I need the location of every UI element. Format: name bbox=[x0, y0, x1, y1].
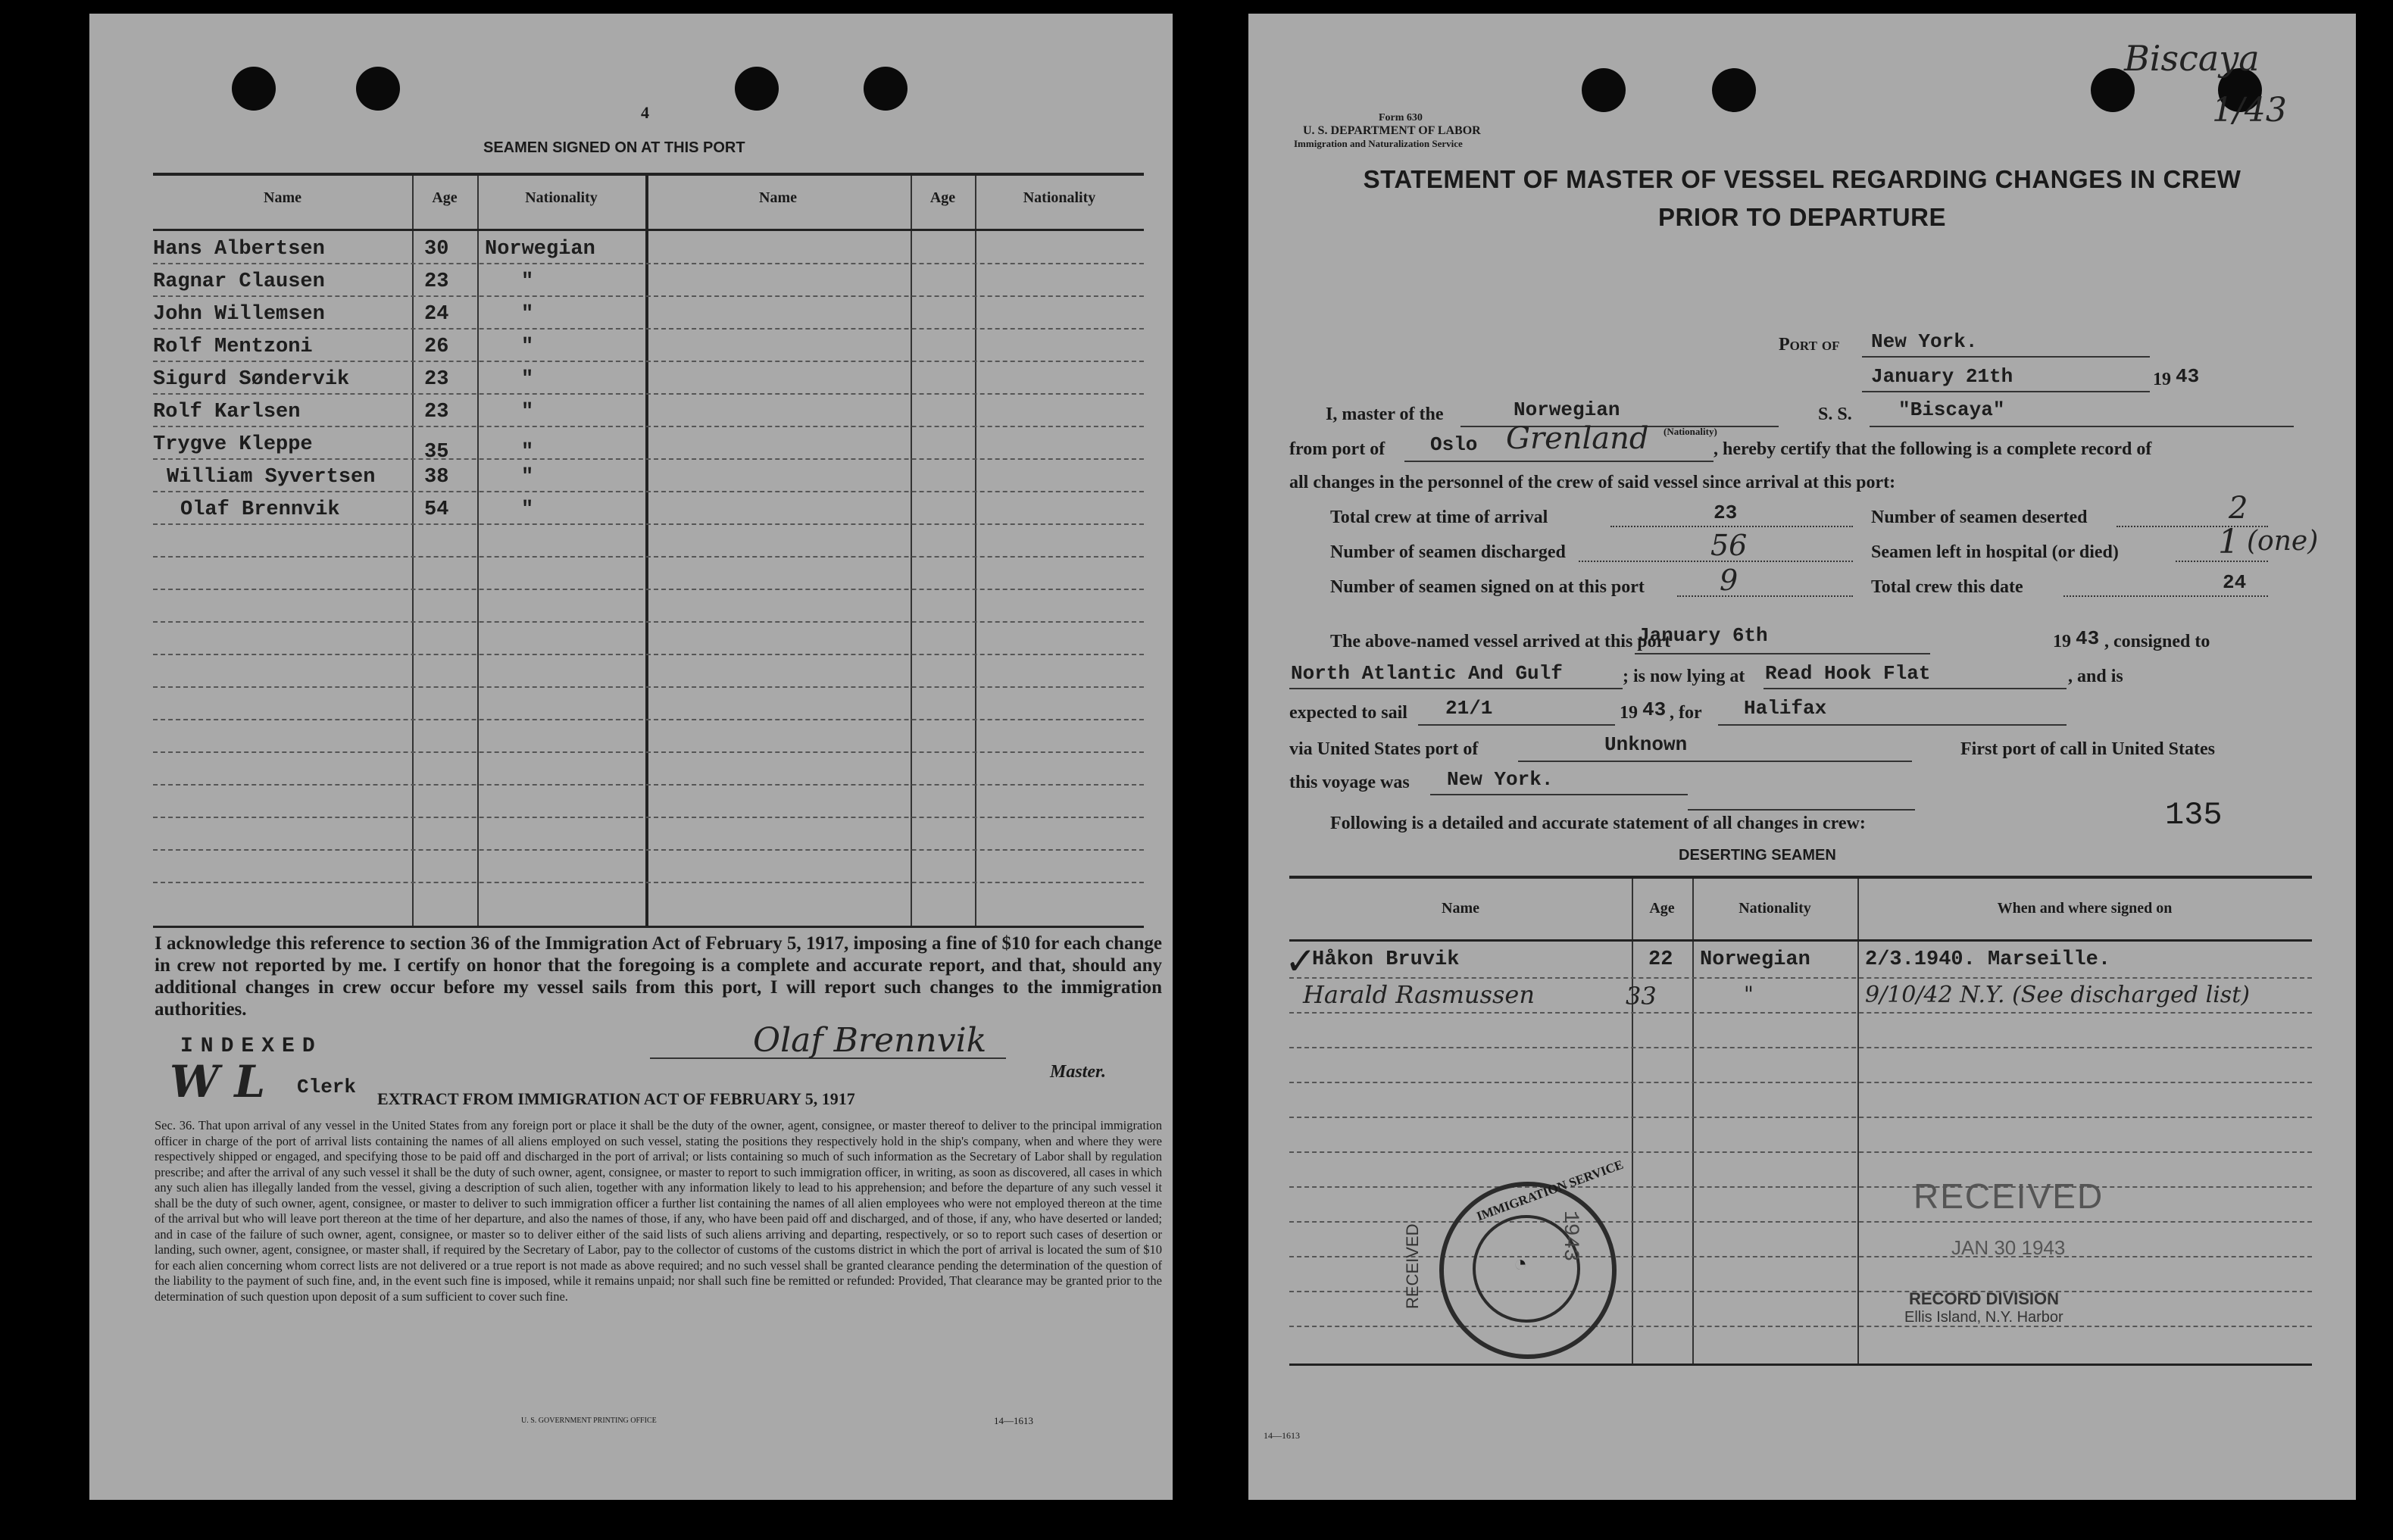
arrived-value: January 6th bbox=[1638, 624, 1768, 647]
total-arrival-value: 23 bbox=[1714, 501, 1738, 524]
year-prefix-arrived: 19 bbox=[2053, 632, 2071, 651]
section-title: SEAMEN SIGNED ON AT THIS PORT bbox=[483, 139, 745, 156]
master-signature: Olaf Brennvik bbox=[753, 1021, 987, 1060]
year-prefix-expected: 19 bbox=[1620, 703, 1638, 723]
total-arrival-label: Total crew at time of arrival bbox=[1330, 508, 1548, 527]
table-row: Ragnar Clausen bbox=[153, 270, 325, 293]
table-cell-when: 9/10/42 N.Y. (See discharged list) bbox=[1865, 982, 2250, 1008]
first-port-label: First port of call in United States bbox=[1960, 739, 2215, 759]
indexed-stamp: INDEXED bbox=[180, 1035, 323, 1058]
seamen-signed-table bbox=[153, 173, 1144, 928]
table-cell-age: 38 bbox=[424, 466, 449, 489]
bottom-form-code: 14—1613 bbox=[1264, 1430, 1300, 1441]
table-row: Rolf Karlsen bbox=[153, 401, 301, 423]
table-cell-when: 2/3.1940. Marseille. bbox=[1865, 948, 2111, 971]
from-port-handwritten: Grenland bbox=[1506, 421, 1649, 456]
master-of-label: I, master of the bbox=[1326, 405, 1444, 424]
lying-label: ; is now lying at bbox=[1623, 667, 1745, 686]
column-header-when-where: When and where signed on bbox=[1997, 900, 2173, 917]
ss-label: S. S. bbox=[1818, 405, 1852, 424]
via-label: via United States port of bbox=[1289, 739, 1479, 759]
ellis-island: Ellis Island, N.Y. Harbor bbox=[1904, 1309, 2063, 1326]
table-cell-age: 23 bbox=[424, 368, 449, 391]
corner-date: 1/43 bbox=[2212, 91, 2287, 130]
table-cell-nationality: " bbox=[1744, 982, 1754, 1007]
nationality-value: Norwegian bbox=[1514, 398, 1620, 421]
table-row: John Willemsen bbox=[153, 303, 325, 326]
punch-hole bbox=[1712, 68, 1756, 112]
signed-value: 9 bbox=[1720, 564, 1739, 597]
page-number: 4 bbox=[641, 103, 649, 122]
this-voyage-label: this voyage was bbox=[1289, 773, 1410, 792]
consignee-value: North Atlantic And Gulf bbox=[1291, 662, 1563, 685]
table-row: William Syvertsen bbox=[167, 466, 376, 489]
discharged-value: 56 bbox=[1710, 529, 1748, 562]
year-prefix: 19 bbox=[2153, 370, 2171, 389]
corner-note: Biscaya bbox=[2124, 38, 2260, 79]
port-value: New York. bbox=[1871, 330, 1978, 353]
following-text: Following is a detailed and accurate statement of all changes in crew: bbox=[1330, 814, 1866, 833]
column-header-age: Age bbox=[929, 189, 956, 206]
table-cell-age: 26 bbox=[424, 336, 449, 358]
consigned-label: , consigned to bbox=[2104, 632, 2210, 651]
all-changes-text: all changes in the personnel of the crew of said vessel since arrival at this port: bbox=[1289, 473, 1896, 492]
hospital-note: (one) bbox=[2247, 526, 2319, 557]
punch-hole bbox=[735, 67, 779, 111]
extract-title: EXTRACT FROM IMMIGRATION ACT OF FEBRUARY 5, 1917 bbox=[377, 1089, 855, 1108]
service: Immigration and Naturalization Service bbox=[1294, 138, 1463, 149]
side-received-stamp: RECEIVED bbox=[1403, 1223, 1422, 1309]
table-cell-age: 23 bbox=[424, 270, 449, 293]
date-value: January 21th bbox=[1871, 365, 2013, 388]
clerk-label: Clerk bbox=[297, 1076, 357, 1098]
for-value: Halifax bbox=[1744, 697, 1827, 720]
form-number: Form 630 bbox=[1379, 112, 1423, 123]
column-header-name: Name bbox=[264, 189, 301, 206]
table-row: Harald Rasmussen bbox=[1303, 980, 1535, 1009]
round-stamp-text: IMMIGRATION SERVICE bbox=[1474, 1157, 1626, 1224]
for-label: , for bbox=[1670, 703, 1702, 723]
column-header-name: Name bbox=[1442, 900, 1479, 917]
received-stamp: RECEIVED bbox=[1913, 1176, 2104, 1216]
punch-hole bbox=[864, 67, 908, 111]
column-header-name: Name bbox=[759, 189, 797, 206]
table-row: Olaf Brennvik bbox=[180, 498, 340, 521]
year-value: 43 bbox=[2176, 365, 2200, 388]
round-stamp bbox=[1439, 1157, 1626, 1359]
table-cell-nationality: " bbox=[521, 498, 534, 521]
received-date: JAN 30 1943 bbox=[1951, 1236, 2066, 1259]
hospital-label: Seamen left in hospital (or died) bbox=[1871, 542, 2119, 562]
page-count: 135 bbox=[2165, 797, 2223, 833]
column-header-nationality: Nationality bbox=[1739, 900, 1811, 917]
punch-hole bbox=[356, 67, 400, 111]
table-cell-nationality: " bbox=[521, 368, 534, 391]
punch-hole bbox=[1582, 68, 1626, 112]
left-page bbox=[89, 14, 1173, 1500]
column-header-age: Age bbox=[1649, 900, 1675, 917]
hospital-value: 1 bbox=[2218, 523, 2239, 561]
table-cell-nationality: " bbox=[521, 466, 534, 489]
round-stamp-year: 1943 bbox=[1558, 1210, 1582, 1262]
table-row: Rolf Mentzoni bbox=[153, 336, 313, 358]
master-label: Master. bbox=[1050, 1062, 1107, 1082]
form-title-line2: PRIOR TO DEPARTURE bbox=[1658, 203, 1946, 231]
expected-label: expected to sail bbox=[1289, 703, 1407, 723]
via-value: Unknown bbox=[1604, 733, 1688, 756]
lying-value: Read Hook Flat bbox=[1765, 662, 1931, 685]
table-row: Hans Albertsen bbox=[153, 238, 325, 261]
print-office: U. S. GOVERNMENT PRINTING OFFICE bbox=[521, 1417, 657, 1425]
table-cell-nationality: " bbox=[521, 401, 534, 423]
table-cell-age: 30 bbox=[424, 238, 449, 261]
clerk-initials: W L bbox=[170, 1056, 266, 1107]
clock-icon: ◔ bbox=[1514, 1251, 1528, 1276]
table-cell-nationality: Norwegian bbox=[1700, 948, 1810, 971]
column-header-age: Age bbox=[432, 189, 458, 206]
from-port-label: from port of bbox=[1289, 439, 1386, 459]
expected-year: 43 bbox=[1642, 698, 1667, 721]
from-port-value: Oslo bbox=[1430, 433, 1478, 456]
table-row: Trygve Kleppe bbox=[153, 433, 313, 456]
this-voyage-value: New York. bbox=[1447, 768, 1554, 791]
form-title-line1: STATEMENT OF MASTER OF VESSEL REGARDING CHANGES IN CREW bbox=[1363, 165, 2241, 193]
table-cell-age: 54 bbox=[424, 498, 449, 521]
department: U. S. DEPARTMENT OF LABOR bbox=[1303, 124, 1481, 137]
column-header-nationality: Nationality bbox=[525, 189, 598, 206]
table-cell-age: 22 bbox=[1648, 948, 1673, 971]
table-row: Håkon Bruvik bbox=[1312, 948, 1460, 971]
nationality-caption: (Nationality) bbox=[1664, 426, 1717, 437]
arrived-year: 43 bbox=[2076, 627, 2100, 650]
deserting-title: DESERTING SEAMEN bbox=[1679, 847, 1836, 864]
table-cell-nationality: " bbox=[521, 336, 534, 358]
expected-value: 21/1 bbox=[1445, 697, 1493, 720]
certify-text: , hereby certify that the following is a complete record of bbox=[1714, 439, 2152, 459]
total-date-value: 24 bbox=[2223, 571, 2247, 594]
checkmark-icon: ✓ bbox=[1285, 940, 1317, 982]
ss-value: "Biscaya" bbox=[1898, 398, 2005, 421]
port-label: Port of bbox=[1779, 335, 1840, 355]
table-cell-nationality: Norwegian bbox=[485, 238, 595, 261]
extract-text: Sec. 36. That upon arrival of any vessel in the United States from any foreign port or place it shall be the duty of the owner, agent, consignee, or master thereof to deliver to the principal immigration officer in charge of the port of arrival lists containing the names of all aliens employed on such vessel, stating the positions they respectively hold in the ship's company, when and where they were respectively shipped or engaged, and specifying those to be paid off and discharged in the port of arrival; or lists containing so much of such information as the Secretary of Labor shall by regulation prescribe; and after the arrival of any such vessel it shall be the duty of such owner, agent, consignee, or master to report to such immigration officer, in writing, as soon as discovered, all cases in which any such alien has illegally landed from the vessel, giving a description of such alien, together with any information likely to lead to his apprehension; and before the departure of any such vessel it shall be the duty of such owner, agent, consignee, or master to deliver to such immigration officer a further list containing the names of all alien employees who were not employed thereon at the time of the arrival but who will leave port thereon at the time of her departure, and also the names of those, if any, who have been paid off and discharged, and of those, if any, who have deserted or landed; and in case of the failure of such owner, agent, consignee, or master so to deliver either of the said lists of such aliens arriving and departing, respectively, or so to report such cases of desertion or landing, such owner, agent, consignee, or master shall, if required by the Secretary of Labor, pay to the collector of customs of the customs district in which the port of arrival is located the sum of $10 for each alien concerning whom correct lists are not delivered or a true report is not made as above required; and no such vessel shall be granted clearance pending the determination of the question of the liability to the payment of such fine, and, in the event such fine is imposed, while it remains unpaid; nor shall such fine be remitted or refunded: Provided, That clearance may be granted prior to the determination of such question upon deposit of a sum sufficient to cover such fine. bbox=[155, 1118, 1162, 1304]
signed-label: Number of seamen signed on at this port bbox=[1330, 577, 1645, 597]
table-cell-age: 24 bbox=[424, 303, 449, 326]
discharged-label: Number of seamen discharged bbox=[1330, 542, 1566, 562]
arrived-label: The above-named vessel arrived at this port bbox=[1330, 632, 1671, 651]
record-division: RECORD DIVISION bbox=[1909, 1289, 2060, 1308]
table-cell-age: 23 bbox=[424, 401, 449, 423]
table-row: Sigurd Søndervik bbox=[153, 368, 350, 391]
table-cell-nationality: " bbox=[521, 303, 534, 326]
and-is-text: , and is bbox=[2068, 667, 2123, 686]
total-date-label: Total crew this date bbox=[1871, 577, 2023, 597]
table-cell-age: 35 bbox=[424, 441, 449, 464]
column-header-nationality: Nationality bbox=[1023, 189, 1096, 206]
table-cell-age: 33 bbox=[1626, 982, 1657, 1011]
table-cell-nationality: " bbox=[521, 441, 534, 464]
table-cell-nationality: " bbox=[521, 270, 534, 293]
punch-hole bbox=[232, 67, 276, 111]
acknowledgement-text: I acknowledge this reference to section 36 of the Immigration Act of February 5, 1917, imposing a fine of $10 for each change in crew not reported by me. I certify on honor that the foregoing is a complete and accurate report, and that, should any additional changes in crew occur before my vessel sails from this port, I will report such changes to the immigration authorities. bbox=[155, 933, 1162, 1020]
right-page bbox=[1248, 14, 2356, 1500]
deserted-label: Number of seamen deserted bbox=[1871, 508, 2088, 527]
deserted-value: 2 bbox=[2229, 491, 2248, 526]
form-code: 14—1613 bbox=[994, 1415, 1033, 1426]
